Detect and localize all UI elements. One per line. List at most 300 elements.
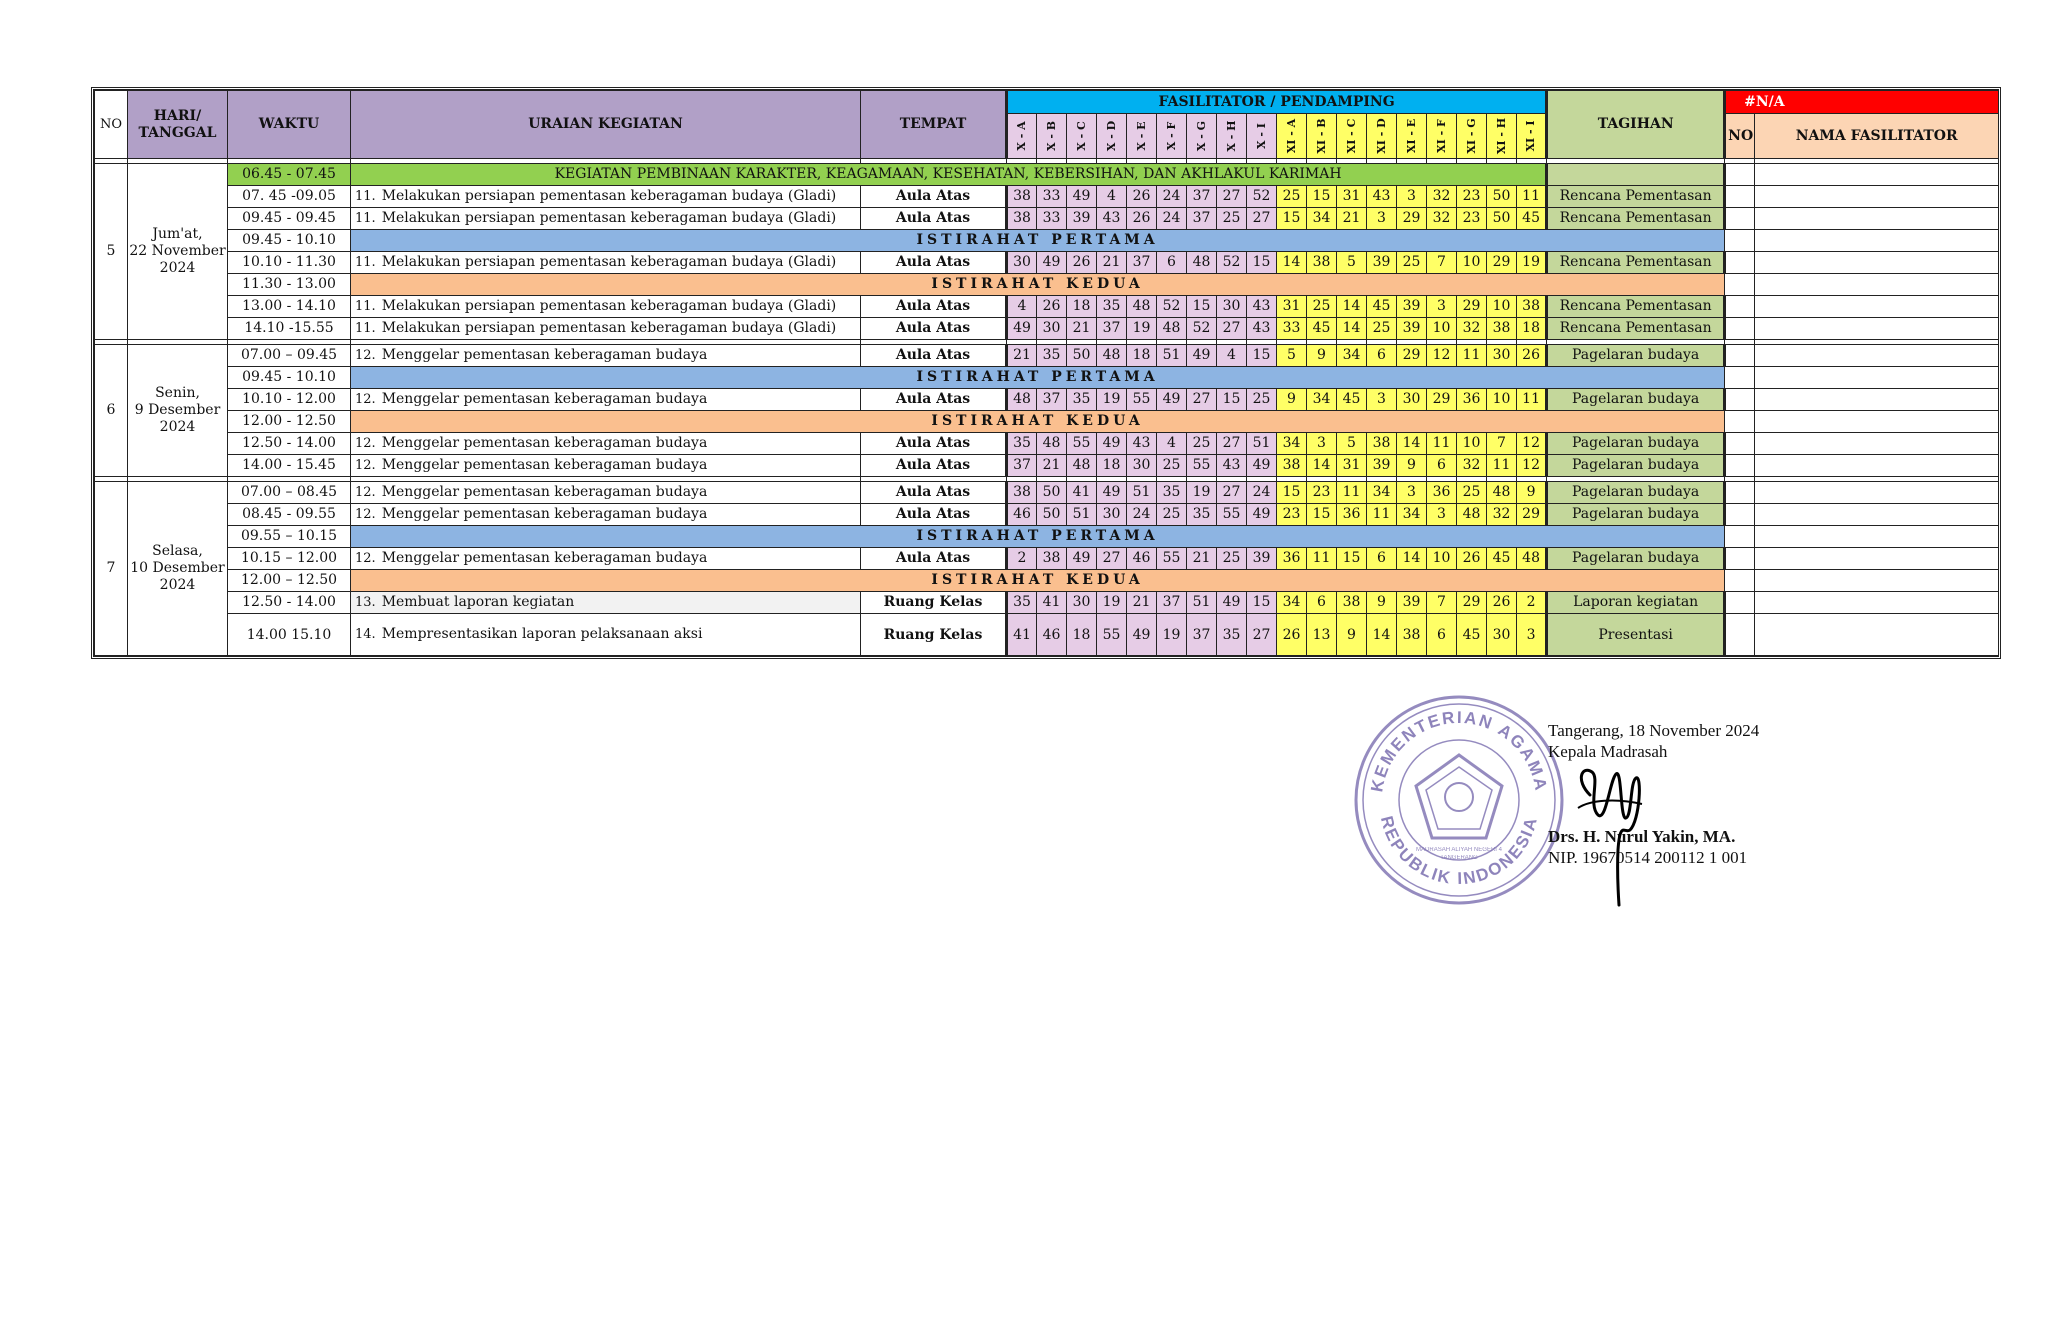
break-band: ISTIRAHAT PERTAMA: [351, 230, 1725, 252]
facilitator-cell: 27: [1217, 433, 1247, 455]
facilitator-cell: 43: [1217, 455, 1247, 477]
facilitator-cell: 27: [1217, 482, 1247, 504]
facilitator-cell: 11: [1517, 186, 1547, 208]
facilitator-cell: 45: [1367, 296, 1397, 318]
activity-text: Melakukan persiapan pementasan keberagaman budaya (Gladi): [381, 210, 837, 226]
break-row: [95, 570, 1999, 592]
place-cell: Aula Atas: [861, 482, 1007, 504]
sign-name: Drs. H. Nurul Yakin, MA.: [1548, 827, 1736, 846]
facilitator-cell: 14: [1307, 455, 1337, 477]
fasilitator-no-cell: [1725, 274, 1755, 296]
break-band: ISTIRAHAT PERTAMA: [351, 526, 1725, 548]
fasilitator-no-cell: [1725, 482, 1755, 504]
facilitator-cell: 15: [1307, 186, 1337, 208]
facilitator-cell: 41: [1007, 614, 1037, 656]
facilitator-cell: 37: [1187, 614, 1217, 656]
facilitator-cell: 50: [1487, 208, 1517, 230]
facilitator-cell: 9: [1517, 482, 1547, 504]
facilitator-cell: 52: [1187, 318, 1217, 340]
facilitator-cell: 33: [1037, 186, 1067, 208]
facilitator-cell: 26: [1037, 296, 1067, 318]
fasilitator-no-cell: [1725, 389, 1755, 411]
activity-text: Menggelar pementasan keberagaman budaya: [381, 457, 708, 473]
facilitator-cell: 34: [1307, 389, 1337, 411]
facilitator-cell: 15: [1277, 482, 1307, 504]
facilitator-cell: 29: [1487, 252, 1517, 274]
facilitator-cell: 14: [1277, 252, 1307, 274]
activity-text: Menggelar pementasan keberagaman budaya: [381, 347, 708, 363]
col-header-class-label: XI - G: [1464, 118, 1478, 154]
facilitator-cell: 48: [1457, 504, 1487, 526]
col-header-class: [1067, 114, 1097, 159]
activity-cell: [351, 318, 861, 340]
activity-text: Menggelar pementasan keberagaman budaya: [381, 506, 708, 522]
facilitator-cell: 49: [1247, 455, 1277, 477]
col-header-class-label: X - E: [1134, 121, 1148, 151]
activity-number: 12.: [355, 458, 376, 473]
fasilitator-name-cell: [1755, 389, 1999, 411]
facilitator-cell: 48: [1097, 345, 1127, 367]
facilitator-cell: 4: [1097, 186, 1127, 208]
facilitator-cell: 27: [1097, 548, 1127, 570]
activity-number: 13.: [355, 595, 376, 610]
facilitator-cell: 15: [1307, 504, 1337, 526]
fasilitator-name-cell: [1755, 274, 1999, 296]
fasilitator-no-cell: [1725, 504, 1755, 526]
facilitator-cell: 6: [1427, 614, 1457, 656]
col-header-class-label: XI - B: [1314, 118, 1328, 154]
activity-row: [95, 614, 1999, 656]
facilitator-cell: 55: [1067, 433, 1097, 455]
fasilitator-no-cell: [1725, 296, 1755, 318]
col-header-fasilitator: FASILITATOR / PENDAMPING: [1007, 91, 1547, 114]
facilitator-cell: 19: [1097, 592, 1127, 614]
fasilitator-no-cell: [1725, 208, 1755, 230]
time-cell: 12.50 - 14.00: [228, 433, 351, 455]
activity-number: 11.: [355, 255, 376, 270]
facilitator-cell: 38: [1307, 252, 1337, 274]
facilitator-cell: 19: [1187, 482, 1217, 504]
day-number: 7: [95, 482, 128, 656]
facilitator-cell: 3: [1367, 208, 1397, 230]
activity-row: [95, 592, 1999, 614]
facilitator-cell: 21: [1007, 345, 1037, 367]
facilitator-cell: 38: [1517, 296, 1547, 318]
facilitator-cell: 36: [1457, 389, 1487, 411]
fasilitator-name-cell: [1755, 318, 1999, 340]
facilitator-cell: 48: [1487, 482, 1517, 504]
activity-row: [95, 186, 1999, 208]
facilitator-cell: 38: [1007, 482, 1037, 504]
activity-cell: [351, 208, 861, 230]
facilitator-cell: 55: [1187, 455, 1217, 477]
activity-cell: [351, 504, 861, 526]
break-band: ISTIRAHAT KEDUA: [351, 411, 1725, 433]
facilitator-cell: 25: [1247, 389, 1277, 411]
place-cell: Aula Atas: [861, 186, 1007, 208]
facilitator-cell: 30: [1487, 345, 1517, 367]
facilitator-cell: 29: [1427, 389, 1457, 411]
facilitator-cell: 49: [1217, 592, 1247, 614]
col-header-tagihan: TAGIHAN: [1547, 91, 1725, 159]
facilitator-cell: 27: [1187, 389, 1217, 411]
day-date: [128, 482, 228, 656]
facilitator-cell: 37: [1187, 186, 1217, 208]
facilitator-cell: 3: [1397, 186, 1427, 208]
fasilitator-name-cell: [1755, 296, 1999, 318]
facilitator-cell: 51: [1247, 433, 1277, 455]
place-cell: Ruang Kelas: [861, 592, 1007, 614]
col-header-class-label: XI - D: [1374, 118, 1388, 154]
facilitator-cell: 11: [1367, 504, 1397, 526]
day-date-text: Jum'at, 22 November 2024: [129, 226, 226, 276]
facilitator-cell: 21: [1097, 252, 1127, 274]
activity-text: Menggelar pementasan keberagaman budaya: [381, 435, 708, 451]
facilitator-cell: 10: [1487, 389, 1517, 411]
activity-row: [95, 548, 1999, 570]
facilitator-cell: 3: [1367, 389, 1397, 411]
activity-text: Melakukan persiapan pementasan keberagaman budaya (Gladi): [381, 298, 837, 314]
facilitator-cell: 14: [1367, 614, 1397, 656]
stamp-top-text: KEMENTERIAN AGAMA: [1367, 707, 1551, 794]
facilitator-cell: 37: [1187, 208, 1217, 230]
time-cell: 14.10 -15.55: [228, 318, 351, 340]
facilitator-cell: 55: [1157, 548, 1187, 570]
facilitator-cell: 11: [1517, 389, 1547, 411]
col-header-class: [1397, 114, 1427, 159]
facilitator-cell: 35: [1187, 504, 1217, 526]
fasilitator-no-cell: [1725, 455, 1755, 477]
col-header-class: [1307, 114, 1337, 159]
facilitator-cell: 38: [1037, 548, 1067, 570]
col-header-class-label: X - H: [1224, 120, 1238, 152]
facilitator-cell: 25: [1457, 482, 1487, 504]
facilitator-cell: 21: [1037, 455, 1067, 477]
activity-text: Melakukan persiapan pementasan keberagaman budaya (Gladi): [381, 320, 837, 336]
activity-row: [95, 318, 1999, 340]
place-cell: Ruang Kelas: [861, 614, 1007, 656]
activity-number: 12.: [355, 485, 376, 500]
facilitator-cell: 39: [1367, 455, 1397, 477]
schedule-table: [94, 90, 1999, 656]
col-header-class: [1427, 114, 1457, 159]
activity-cell: [351, 296, 861, 318]
fasilitator-name-cell: [1755, 548, 1999, 570]
col-header-nama-fasilitator: NAMA FASILITATOR: [1755, 114, 1999, 159]
col-header-class: [1457, 114, 1487, 159]
facilitator-cell: 39: [1247, 548, 1277, 570]
place-cell: Aula Atas: [861, 389, 1007, 411]
stamp-inner-text: MADRASAH ALIYAH NEGERI 4: [1416, 847, 1502, 853]
facilitator-cell: 34: [1277, 592, 1307, 614]
col-header-class-label: XI - E: [1404, 118, 1418, 154]
fasilitator-no-cell: [1725, 570, 1755, 592]
fasilitator-name-cell: [1755, 186, 1999, 208]
facilitator-cell: 49: [1097, 433, 1127, 455]
facilitator-cell: 24: [1157, 186, 1187, 208]
facilitator-cell: 25: [1187, 433, 1217, 455]
facilitator-cell: 45: [1307, 318, 1337, 340]
activity-cell: [351, 455, 861, 477]
header-row-1: [95, 91, 1999, 114]
facilitator-cell: 43: [1247, 296, 1277, 318]
facilitator-cell: 35: [1217, 614, 1247, 656]
facilitator-cell: 15: [1187, 296, 1217, 318]
facilitator-cell: 30: [1397, 389, 1427, 411]
activity-row: [95, 504, 1999, 526]
facilitator-cell: 51: [1067, 504, 1097, 526]
facilitator-cell: 49: [1097, 482, 1127, 504]
day-date: [128, 164, 228, 340]
facilitator-cell: 46: [1007, 504, 1037, 526]
facilitator-cell: 26: [1277, 614, 1307, 656]
fasilitator-name-cell: [1755, 455, 1999, 477]
facilitator-cell: 50: [1487, 186, 1517, 208]
fasilitator-name-cell: [1755, 614, 1999, 656]
facilitator-cell: 9: [1277, 389, 1307, 411]
facilitator-cell: 36: [1337, 504, 1367, 526]
break-band: ISTIRAHAT PERTAMA: [351, 367, 1725, 389]
activity-row: [95, 345, 1999, 367]
facilitator-cell: 26: [1067, 252, 1097, 274]
time-cell: 10.15 – 12.00: [228, 548, 351, 570]
facilitator-cell: 38: [1007, 208, 1037, 230]
facilitator-cell: 19: [1157, 614, 1187, 656]
facilitator-cell: 15: [1247, 592, 1277, 614]
facilitator-cell: 25: [1157, 455, 1187, 477]
facilitator-cell: 2: [1007, 548, 1037, 570]
fasilitator-no-cell: [1725, 548, 1755, 570]
facilitator-cell: 50: [1037, 482, 1067, 504]
time-cell: 06.45 - 07.45: [228, 164, 351, 186]
tagihan-cell: Pagelaran budaya: [1547, 345, 1725, 367]
activity-number: 14.: [355, 627, 376, 642]
facilitator-cell: 38: [1007, 186, 1037, 208]
facilitator-cell: 35: [1157, 482, 1187, 504]
col-header-class: [1037, 114, 1067, 159]
facilitator-cell: 50: [1037, 504, 1067, 526]
facilitator-cell: 43: [1367, 186, 1397, 208]
facilitator-cell: 3: [1427, 504, 1457, 526]
handwritten-signature: [1570, 760, 1650, 910]
facilitator-cell: 34: [1337, 345, 1367, 367]
facilitator-cell: 50: [1067, 345, 1097, 367]
facilitator-cell: 14: [1397, 433, 1427, 455]
facilitator-cell: 31: [1277, 296, 1307, 318]
col-header-class-label: XI - F: [1434, 119, 1448, 153]
break-row: [95, 274, 1999, 296]
tagihan-cell: Pagelaran budaya: [1547, 504, 1725, 526]
time-cell: 09.45 - 10.10: [228, 230, 351, 252]
facilitator-cell: 37: [1157, 592, 1187, 614]
activity-text: Melakukan persiapan pementasan keberagaman budaya (Gladi): [381, 188, 837, 204]
facilitator-cell: 23: [1457, 208, 1487, 230]
facilitator-cell: 10: [1457, 433, 1487, 455]
fasilitator-no-cell: [1725, 164, 1755, 186]
facilitator-cell: 51: [1157, 345, 1187, 367]
facilitator-cell: 52: [1217, 252, 1247, 274]
activity-number: 11.: [355, 299, 376, 314]
place-cell: Aula Atas: [861, 504, 1007, 526]
tagihan-cell: Pagelaran budaya: [1547, 433, 1725, 455]
col-header-class: [1217, 114, 1247, 159]
na-indicator: #N/A: [1725, 91, 1999, 114]
day-date-text: Selasa, 10 Desember 2024: [130, 543, 225, 593]
col-header-class: [1367, 114, 1397, 159]
stamp-inner-city: TANGERANG: [1440, 855, 1478, 861]
facilitator-cell: 15: [1247, 252, 1277, 274]
facilitator-cell: 25: [1397, 252, 1427, 274]
tagihan-cell: [1547, 164, 1725, 186]
facilitator-cell: 6: [1427, 455, 1457, 477]
facilitator-cell: 51: [1127, 482, 1157, 504]
facilitator-cell: 33: [1037, 208, 1067, 230]
stamp-bottom-text: REPUBLIK INDONESIA: [1376, 814, 1542, 889]
facilitator-cell: 25: [1307, 296, 1337, 318]
facilitator-cell: 48: [1157, 318, 1187, 340]
facilitator-cell: 30: [1127, 455, 1157, 477]
fasilitator-name-cell: [1755, 411, 1999, 433]
schedule-sheet: [91, 87, 2001, 659]
facilitator-cell: 35: [1097, 296, 1127, 318]
break-band: ISTIRAHAT KEDUA: [351, 570, 1725, 592]
facilitator-cell: 21: [1127, 592, 1157, 614]
facilitator-cell: 49: [1067, 186, 1097, 208]
facilitator-cell: 30: [1097, 504, 1127, 526]
facilitator-cell: 38: [1337, 592, 1367, 614]
sign-position: Kepala Madrasah: [1548, 742, 1668, 761]
facilitator-cell: 14: [1337, 318, 1367, 340]
facilitator-cell: 21: [1187, 548, 1217, 570]
col-header-hari: [128, 91, 228, 159]
fasilitator-no-cell: [1725, 230, 1755, 252]
activity-number: 12.: [355, 436, 376, 451]
facilitator-cell: 12: [1517, 433, 1547, 455]
fasilitator-name-cell: [1755, 433, 1999, 455]
activity-row: [95, 252, 1999, 274]
col-header-class-label: X - A: [1015, 121, 1028, 151]
facilitator-cell: 46: [1037, 614, 1067, 656]
facilitator-cell: 26: [1127, 186, 1157, 208]
break-row: [95, 164, 1999, 186]
fasilitator-no-cell: [1725, 614, 1755, 656]
fasilitator-name-cell: [1755, 526, 1999, 548]
fasilitator-name-cell: [1755, 482, 1999, 504]
facilitator-cell: 49: [1037, 252, 1067, 274]
activity-cell: [351, 433, 861, 455]
facilitator-cell: 26: [1457, 548, 1487, 570]
facilitator-cell: 18: [1127, 345, 1157, 367]
fasilitator-no-cell: [1725, 526, 1755, 548]
day-number: 5: [95, 164, 128, 340]
fasilitator-no-cell: [1725, 411, 1755, 433]
facilitator-cell: 32: [1427, 186, 1457, 208]
facilitator-cell: 3: [1517, 614, 1547, 656]
fasilitator-name-cell: [1755, 367, 1999, 389]
facilitator-cell: 9: [1367, 592, 1397, 614]
facilitator-cell: 34: [1277, 433, 1307, 455]
fasilitator-name-cell: [1755, 164, 1999, 186]
tagihan-cell: Presentasi: [1547, 614, 1725, 656]
facilitator-cell: 7: [1427, 592, 1457, 614]
facilitator-cell: 34: [1307, 208, 1337, 230]
tagihan-cell: Pagelaran budaya: [1547, 455, 1725, 477]
day-date-text: Senin, 9 Desember 2024: [134, 385, 221, 435]
time-cell: 07.00 – 09.45: [228, 345, 351, 367]
facilitator-cell: 49: [1157, 389, 1187, 411]
facilitator-cell: 23: [1307, 482, 1337, 504]
facilitator-cell: 6: [1157, 252, 1187, 274]
break-row: [95, 411, 1999, 433]
facilitator-cell: 37: [1097, 318, 1127, 340]
facilitator-cell: 21: [1067, 318, 1097, 340]
facilitator-cell: 39: [1397, 296, 1427, 318]
facilitator-cell: 45: [1457, 614, 1487, 656]
break-band: ISTIRAHAT KEDUA: [351, 274, 1725, 296]
facilitator-cell: 21: [1337, 208, 1367, 230]
time-cell: 12.50 - 14.00: [228, 592, 351, 614]
time-cell: 14.00 - 15.45: [228, 455, 351, 477]
activity-text: Menggelar pementasan keberagaman budaya: [381, 484, 708, 500]
facilitator-cell: 45: [1487, 548, 1517, 570]
facilitator-cell: 36: [1277, 548, 1307, 570]
place-cell: Aula Atas: [861, 318, 1007, 340]
fasilitator-name-cell: [1755, 345, 1999, 367]
activity-number: 11.: [355, 189, 376, 204]
time-cell: 12.00 - 12.50: [228, 411, 351, 433]
facilitator-cell: 49: [1187, 345, 1217, 367]
fasilitator-name-cell: [1755, 208, 1999, 230]
activity-number: 12.: [355, 348, 376, 363]
facilitator-cell: 32: [1457, 318, 1487, 340]
facilitator-cell: 9: [1397, 455, 1427, 477]
facilitator-cell: 48: [1187, 252, 1217, 274]
facilitator-cell: 43: [1097, 208, 1127, 230]
activity-text: Melakukan persiapan pementasan keberagaman budaya (Gladi): [381, 254, 837, 270]
facilitator-cell: 48: [1127, 296, 1157, 318]
time-cell: 09.45 - 10.10: [228, 367, 351, 389]
tagihan-cell: Rencana Pementasan: [1547, 208, 1725, 230]
activity-text: Menggelar pementasan keberagaman budaya: [381, 391, 708, 407]
facilitator-cell: 3: [1307, 433, 1337, 455]
activity-cell: [351, 548, 861, 570]
col-header-class: [1127, 114, 1157, 159]
facilitator-cell: 18: [1067, 614, 1097, 656]
place-cell: Aula Atas: [861, 455, 1007, 477]
facilitator-cell: 39: [1367, 252, 1397, 274]
activity-cell: [351, 592, 861, 614]
facilitator-cell: 37: [1007, 455, 1037, 477]
facilitator-cell: 5: [1277, 345, 1307, 367]
facilitator-cell: 24: [1157, 208, 1187, 230]
facilitator-cell: 18: [1067, 296, 1097, 318]
facilitator-cell: 9: [1307, 345, 1337, 367]
facilitator-cell: 35: [1007, 433, 1037, 455]
col-header-class-label: X - F: [1164, 121, 1178, 151]
activity-row: [95, 433, 1999, 455]
facilitator-cell: 14: [1337, 296, 1367, 318]
facilitator-cell: 39: [1397, 318, 1427, 340]
activity-number: 12.: [355, 392, 376, 407]
facilitator-cell: 33: [1277, 318, 1307, 340]
facilitator-cell: 37: [1037, 389, 1067, 411]
facilitator-cell: 29: [1517, 504, 1547, 526]
facilitator-cell: 26: [1487, 592, 1517, 614]
facilitator-cell: 19: [1517, 252, 1547, 274]
col-header-class-label: X - D: [1104, 120, 1118, 152]
facilitator-cell: 55: [1127, 389, 1157, 411]
facilitator-cell: 6: [1367, 548, 1397, 570]
